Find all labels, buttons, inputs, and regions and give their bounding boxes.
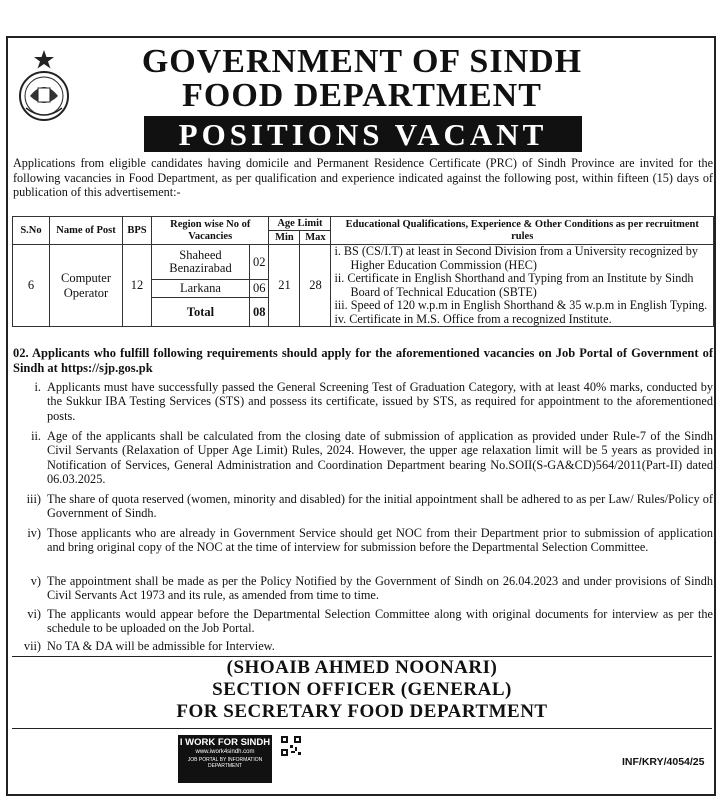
col-age-limit: Age Limit — [269, 217, 331, 231]
qualification-item: iii. Speed of 120 w.p.m in English Shorthand & 35 w.p.m in English Typing. — [334, 298, 708, 312]
row-min-age: 21 — [269, 245, 300, 327]
total-label: Total — [152, 298, 250, 327]
positions-vacant-banner: POSITIONS VACANT — [144, 116, 582, 152]
region-name: Larkana — [152, 280, 250, 298]
col-region: Region wise No of Vacancies — [152, 217, 269, 245]
reference-number: INF/KRY/4054/25 — [622, 756, 705, 768]
qualification-item: i. BS (CS/I.T) at least in Second Division from a University recognized by Higher Education Commission (HEC) — [334, 244, 698, 272]
col-max: Max — [300, 231, 331, 245]
row-post: Computer Operator — [50, 245, 123, 327]
row-bps: 12 — [123, 245, 152, 327]
col-sno: S.No — [13, 217, 50, 245]
total-count: 08 — [249, 298, 269, 327]
row-sno: 6 — [13, 245, 50, 327]
col-qualifications: Educational Qualifications, Experience & Other Conditions as per recruitment rules — [331, 217, 714, 245]
region-count: 02 — [249, 245, 269, 280]
qualifications-list — [331, 245, 714, 327]
vacancy-table — [12, 216, 714, 327]
row-max-age: 28 — [300, 245, 331, 327]
col-post: Name of Post — [50, 217, 123, 245]
signatory-title: SECTION OFFICER (GENERAL) — [212, 679, 512, 700]
signatory-for: FOR SECRETARY FOOD DEPARTMENT — [176, 701, 548, 722]
signatory-name: (SHOAIB AHMED NOONARI) — [226, 657, 498, 678]
col-bps: BPS — [123, 217, 152, 245]
iwork4sindh-logo: I WORK FOR SINDH www.iwork4sindh.com JOB PORTAL BY INFORMATION DEPARTMENT — [178, 735, 272, 783]
qr-code-icon — [280, 735, 302, 757]
header-department: FOOD DEPARTMENT — [182, 77, 542, 114]
qualification-item: ii. Certificate in English Shorthand and Typing from an Institute by Sindh Board of Technical Education (SBTE) — [334, 271, 694, 299]
section-02-heading: 02. Applicants who fulfill following requirements should apply for the aforementioned vacancies on Job Portal of Government of Sindh at https://sjp.gos.pk — [13, 346, 713, 375]
region-name: Shaheed Benazirabad — [152, 245, 250, 280]
col-min: Min — [269, 231, 300, 245]
region-count: 06 — [249, 280, 269, 298]
qualification-item: iv. Certificate in M.S. Office from a recognized Institute. — [334, 311, 612, 326]
footer-divider — [12, 728, 712, 729]
header-government: GOVERNMENT OF SINDH — [141, 43, 583, 80]
intro-paragraph: Applications from eligible candidates having domicile and Permanent Residence Certificate (PRC) of Sindh Province are invited for the following vacancies in Food Department, as per qualification and experience indicated against the following post, within fifteen (15) days of publication of this advertisement:- — [13, 156, 713, 199]
